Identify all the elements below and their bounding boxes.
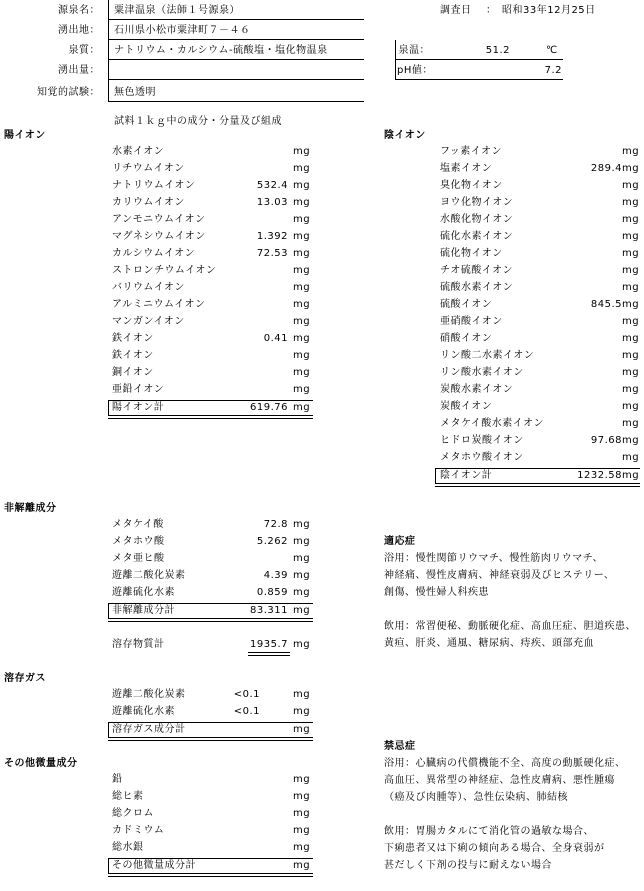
component-value: 289.4 bbox=[590, 163, 622, 174]
component-unit: mg bbox=[293, 197, 311, 208]
text-line: 飲用：胃腸カタルにて消化管の過敏な場合、 bbox=[384, 826, 594, 837]
dissolved-total-name: 溶存物質計 bbox=[112, 639, 165, 650]
component-name: マンガンイオン bbox=[112, 316, 185, 327]
component-unit: mg bbox=[622, 214, 640, 225]
volume-line bbox=[108, 79, 364, 80]
total-unit: mg bbox=[293, 860, 311, 871]
component-unit: mg bbox=[293, 570, 311, 581]
total-unit: mg bbox=[293, 402, 311, 413]
component-value: 0.859 bbox=[256, 587, 288, 598]
component-value: <0.1 bbox=[233, 689, 260, 700]
perception: 無色透明 bbox=[114, 87, 156, 98]
component-name: 遊離二酸化炭素 bbox=[112, 689, 186, 700]
ph-line bbox=[395, 79, 563, 80]
temp-label: 泉温： bbox=[398, 45, 430, 56]
component-unit: mg bbox=[622, 350, 640, 361]
quality-line bbox=[108, 59, 364, 60]
source-name-label: 源泉名： bbox=[58, 5, 100, 16]
total-name: 溶存ガス成分計 bbox=[112, 724, 186, 735]
component-unit: mg bbox=[622, 333, 640, 344]
component-name: メタホウ酸 bbox=[112, 536, 165, 547]
component-unit: mg bbox=[293, 333, 311, 344]
component-unit: mg bbox=[293, 536, 311, 547]
component-name: 遊離二酸化炭素 bbox=[112, 570, 186, 581]
component-name: メタ亜ヒ酸 bbox=[112, 553, 165, 564]
text-line: 甚だしく下剤の投与に耐えない場合 bbox=[384, 860, 552, 871]
ph-label: pH値： bbox=[397, 65, 433, 76]
component-name: リン酸二水素イオン bbox=[440, 350, 535, 361]
survey-label: 調査日 bbox=[440, 5, 472, 16]
component-name: ストロンチウムイオン bbox=[112, 265, 217, 276]
total-name: その他微量成分計 bbox=[112, 860, 196, 871]
location: 石川県小松市粟津町７－４６ bbox=[114, 25, 251, 36]
component-name: 亜鉛イオン bbox=[112, 384, 165, 395]
component-name: 遊離硫化水素 bbox=[112, 587, 175, 598]
component-unit: mg bbox=[293, 689, 311, 700]
component-name: 炭酸イオン bbox=[440, 401, 493, 412]
component-value: 845.5 bbox=[590, 299, 622, 310]
component-unit: mg bbox=[293, 180, 311, 191]
component-unit: mg bbox=[293, 825, 311, 836]
component-unit: mg bbox=[293, 367, 311, 378]
component-unit: mg bbox=[622, 231, 640, 242]
total-left-line bbox=[108, 400, 109, 415]
component-name: 炭酸水素イオン bbox=[440, 384, 514, 395]
total-bottom-line bbox=[108, 873, 313, 877]
total-bottom-line bbox=[108, 415, 313, 419]
total-unit: mg bbox=[622, 470, 640, 481]
component-name: リチウムイオン bbox=[112, 163, 185, 174]
text-line: 浴用：心臓病の代償機能不全、高度の動脈硬化症、 bbox=[384, 758, 626, 769]
total-left-line bbox=[435, 468, 436, 483]
total-bottom-line bbox=[108, 618, 313, 622]
component-unit: mg bbox=[293, 231, 311, 242]
component-name: ヨウ化物イオン bbox=[440, 197, 514, 208]
component-name: アンモニウムイオン bbox=[112, 214, 206, 225]
text-line: 高血圧、異常型の神経症、急性皮膚病、悪性腫瘍 bbox=[384, 775, 615, 786]
total-left-line bbox=[108, 858, 109, 873]
nondiss-title: 非解離成分 bbox=[4, 503, 57, 514]
component-name: マグネシウムイオン bbox=[112, 231, 206, 242]
component-value: 532.4 bbox=[256, 180, 288, 191]
component-name: ナトリウムイオン bbox=[112, 180, 196, 191]
component-name: チオ硫酸イオン bbox=[440, 265, 513, 276]
total-name: 陽イオン計 bbox=[112, 402, 165, 413]
component-value: 5.262 bbox=[256, 536, 288, 547]
trace-title: その他微量成分 bbox=[4, 758, 78, 769]
total-left-line bbox=[108, 722, 109, 737]
volume-label: 湧出量： bbox=[58, 65, 100, 76]
component-name: カルシウムイオン bbox=[112, 248, 196, 259]
component-name: メタホウ酸イオン bbox=[440, 452, 524, 463]
component-name: 水素イオン bbox=[112, 146, 165, 157]
component-name: 鉛 bbox=[112, 774, 123, 785]
component-name: 塩素イオン bbox=[440, 163, 493, 174]
text-line: 浴用：慢性関節リウマチ、慢性筋肉リウマチ、 bbox=[384, 553, 604, 564]
component-name: 臭化物イオン bbox=[440, 180, 503, 191]
component-unit: mg bbox=[293, 842, 311, 853]
total-unit: mg bbox=[293, 605, 311, 616]
component-name: 鉄イオン bbox=[112, 350, 154, 361]
source-name-line bbox=[108, 19, 364, 20]
component-name: 硝酸イオン bbox=[440, 333, 493, 344]
total-value: 1232.58 bbox=[577, 470, 622, 481]
source-name: 粟津温泉（法師１号源泉） bbox=[114, 5, 240, 16]
perception-label: 知覚的試験： bbox=[37, 87, 100, 98]
component-unit: mg bbox=[622, 316, 640, 327]
quality: ナトリウム・カルシウム-硫酸塩・塩化物温泉 bbox=[114, 45, 328, 56]
component-name: 硫酸水素イオン bbox=[440, 282, 514, 293]
header-divider bbox=[108, 0, 109, 102]
component-unit: mg bbox=[293, 774, 311, 785]
component-unit: mg bbox=[622, 163, 640, 174]
component-name: 総ヒ素 bbox=[112, 791, 144, 802]
component-name: メタケイ酸水素イオン bbox=[440, 418, 544, 429]
text-line: 黄疸、肝炎、通風、糖尿病、痔疾、頭部充血 bbox=[384, 638, 594, 649]
component-unit: mg bbox=[622, 435, 640, 446]
text-line: 神経痛、慢性皮膚病、神経衰弱及びヒステリー、 bbox=[384, 570, 615, 581]
component-unit: mg bbox=[622, 401, 640, 412]
total-bottom-line bbox=[108, 737, 313, 741]
ph-divider bbox=[395, 40, 396, 80]
component-name: アルミニウムイオン bbox=[112, 299, 206, 310]
component-value: 1.392 bbox=[256, 231, 288, 242]
component-value: 72.53 bbox=[256, 248, 288, 259]
component-name: カリウムイオン bbox=[112, 197, 185, 208]
component-unit: mg bbox=[293, 350, 311, 361]
component-name: 総水銀 bbox=[112, 842, 144, 853]
component-unit: mg bbox=[293, 791, 311, 802]
component-value: <0.1 bbox=[233, 706, 260, 717]
component-unit: mg bbox=[293, 587, 311, 598]
total-bottom-line bbox=[435, 483, 640, 487]
location-line bbox=[108, 39, 364, 40]
component-name: バリウムイオン bbox=[112, 282, 185, 293]
component-name: 遊離硫化水素 bbox=[112, 706, 175, 717]
total-value: 619.76 bbox=[250, 402, 288, 413]
component-name: 水酸化物イオン bbox=[440, 214, 514, 225]
ph-value: 7.2 bbox=[544, 65, 562, 76]
component-name: メタケイ酸 bbox=[112, 519, 164, 530]
total-name: 陰イオン計 bbox=[440, 470, 493, 481]
component-name: カドミウム bbox=[112, 825, 165, 836]
component-unit: mg bbox=[293, 553, 311, 564]
survey-date: ： 昭和33年12月25日 bbox=[486, 5, 596, 16]
component-name: 硫化水素イオン bbox=[440, 231, 514, 242]
component-unit: mg bbox=[622, 265, 640, 276]
component-name: 亜硝酸イオン bbox=[440, 316, 503, 327]
component-value: 13.03 bbox=[256, 197, 288, 208]
component-unit: mg bbox=[293, 808, 311, 819]
component-unit: mg bbox=[293, 299, 311, 310]
component-unit: mg bbox=[622, 452, 640, 463]
component-name: 硫酸イオン bbox=[440, 299, 493, 310]
component-unit: mg bbox=[293, 384, 311, 395]
anion-title: 陰イオン bbox=[384, 130, 426, 141]
component-unit: mg bbox=[293, 265, 311, 276]
component-unit: mg bbox=[622, 248, 640, 259]
component-name: フッ素イオン bbox=[440, 146, 502, 157]
component-name: リン酸水素イオン bbox=[440, 367, 524, 378]
component-unit: mg bbox=[293, 706, 311, 717]
component-unit: mg bbox=[622, 282, 640, 293]
component-unit: mg bbox=[622, 299, 640, 310]
component-unit: mg bbox=[622, 367, 640, 378]
component-unit: mg bbox=[622, 146, 640, 157]
component-unit: mg bbox=[622, 384, 640, 395]
gas-title: 溶存ガス bbox=[4, 673, 46, 684]
text-line: （癌及び肉腫等）、急性伝染病、肺結核 bbox=[384, 792, 568, 803]
component-value: 4.39 bbox=[263, 570, 288, 581]
quality-label: 泉質： bbox=[68, 45, 100, 56]
component-name: 銅イオン bbox=[112, 367, 154, 378]
component-unit: mg bbox=[293, 146, 311, 157]
component-unit: mg bbox=[293, 282, 311, 293]
temp-line bbox=[395, 59, 563, 60]
component-unit: mg bbox=[293, 214, 311, 225]
sample-title: 試料１ｋｇ中の成分・分量及び組成 bbox=[114, 116, 282, 127]
component-unit: mg bbox=[622, 197, 640, 208]
total-value: 83.311 bbox=[250, 605, 288, 616]
component-unit: mg bbox=[293, 519, 311, 530]
component-unit: mg bbox=[622, 418, 640, 429]
component-value: 0.41 bbox=[263, 333, 288, 344]
temp-unit: ℃ bbox=[546, 45, 558, 56]
total-name: 非解離成分計 bbox=[112, 605, 175, 616]
location-label: 湧出地： bbox=[58, 25, 100, 36]
component-unit: mg bbox=[293, 316, 311, 327]
component-unit: mg bbox=[622, 180, 640, 191]
component-name: 硫化物イオン bbox=[440, 248, 503, 259]
component-name: ヒドロ炭酸イオン bbox=[440, 435, 524, 446]
contraindications-title: 禁忌症 bbox=[384, 741, 416, 752]
component-name: 総クロム bbox=[112, 808, 154, 819]
component-name: 鉄イオン bbox=[112, 333, 154, 344]
dissolved-total-value: 1935.7 bbox=[250, 639, 288, 650]
component-unit: mg bbox=[293, 163, 311, 174]
perception-line bbox=[108, 101, 364, 102]
indications-title: 適応症 bbox=[384, 536, 416, 547]
total-unit: mg bbox=[293, 724, 311, 735]
total-left-line bbox=[108, 603, 109, 618]
dissolved-total-underline bbox=[248, 652, 290, 656]
temp-value: 51.2 bbox=[485, 45, 510, 56]
cation-title: 陽イオン bbox=[4, 130, 46, 141]
text-line: 下痢患者又は下痢の傾向ある場合、全身衰弱が bbox=[384, 843, 605, 854]
component-value: 97.68 bbox=[590, 435, 622, 446]
component-value: 72.8 bbox=[263, 519, 288, 530]
text-line: 飲用：常習便秘、動脈硬化症、高血圧症、胆道疾患、 bbox=[384, 621, 636, 632]
component-unit: mg bbox=[293, 248, 311, 259]
text-line: 創傷、慢性婦人科疾患 bbox=[384, 587, 489, 598]
dissolved-total-unit: mg bbox=[293, 639, 311, 650]
